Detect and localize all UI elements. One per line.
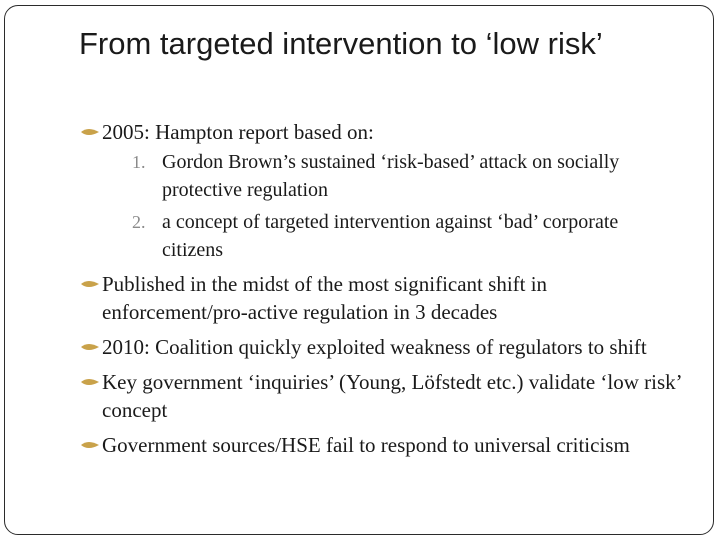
numbered-list xyxy=(0,148,720,264)
slide-body xyxy=(0,118,720,466)
numbered-item-text: Gordon Brown’s sustained ‘risk-based’ attack on socially protective regulation xyxy=(162,151,620,201)
bullet-text: Government sources/HSE fail to respond to universal criticism xyxy=(102,433,630,457)
bullet-item xyxy=(0,333,720,361)
bullet-item xyxy=(0,368,720,424)
bullet-item xyxy=(0,431,720,459)
arrow-bullet-icon xyxy=(80,438,100,452)
arrow-bullet-icon xyxy=(80,125,100,139)
bullet-text: 2010: Coalition quickly exploited weakness of regulators to shift xyxy=(102,335,647,359)
bullet-text: Key government ‘inquiries’ (Young, Löfstedt etc.) validate ‘low risk’ concept xyxy=(102,370,682,422)
arrow-bullet-icon xyxy=(80,277,100,291)
numbered-item xyxy=(0,148,720,204)
item-number: 1. xyxy=(132,152,146,172)
arrow-bullet-icon xyxy=(80,375,100,389)
numbered-item xyxy=(0,208,720,264)
bullet-text: 2005: Hampton report based on: xyxy=(102,120,374,144)
arrow-bullet-icon xyxy=(80,340,100,354)
slide-title: From targeted intervention to ‘low risk’ xyxy=(79,26,603,61)
numbered-item-text: a concept of targeted intervention against ‘bad’ corporate citizens xyxy=(162,211,619,261)
item-number: 2. xyxy=(132,212,146,232)
bullet-item xyxy=(0,118,720,146)
bullet-item xyxy=(0,270,720,326)
bullet-text: Published in the midst of the most significant shift in enforcement/pro-active regulation in 3 decades xyxy=(102,272,548,324)
